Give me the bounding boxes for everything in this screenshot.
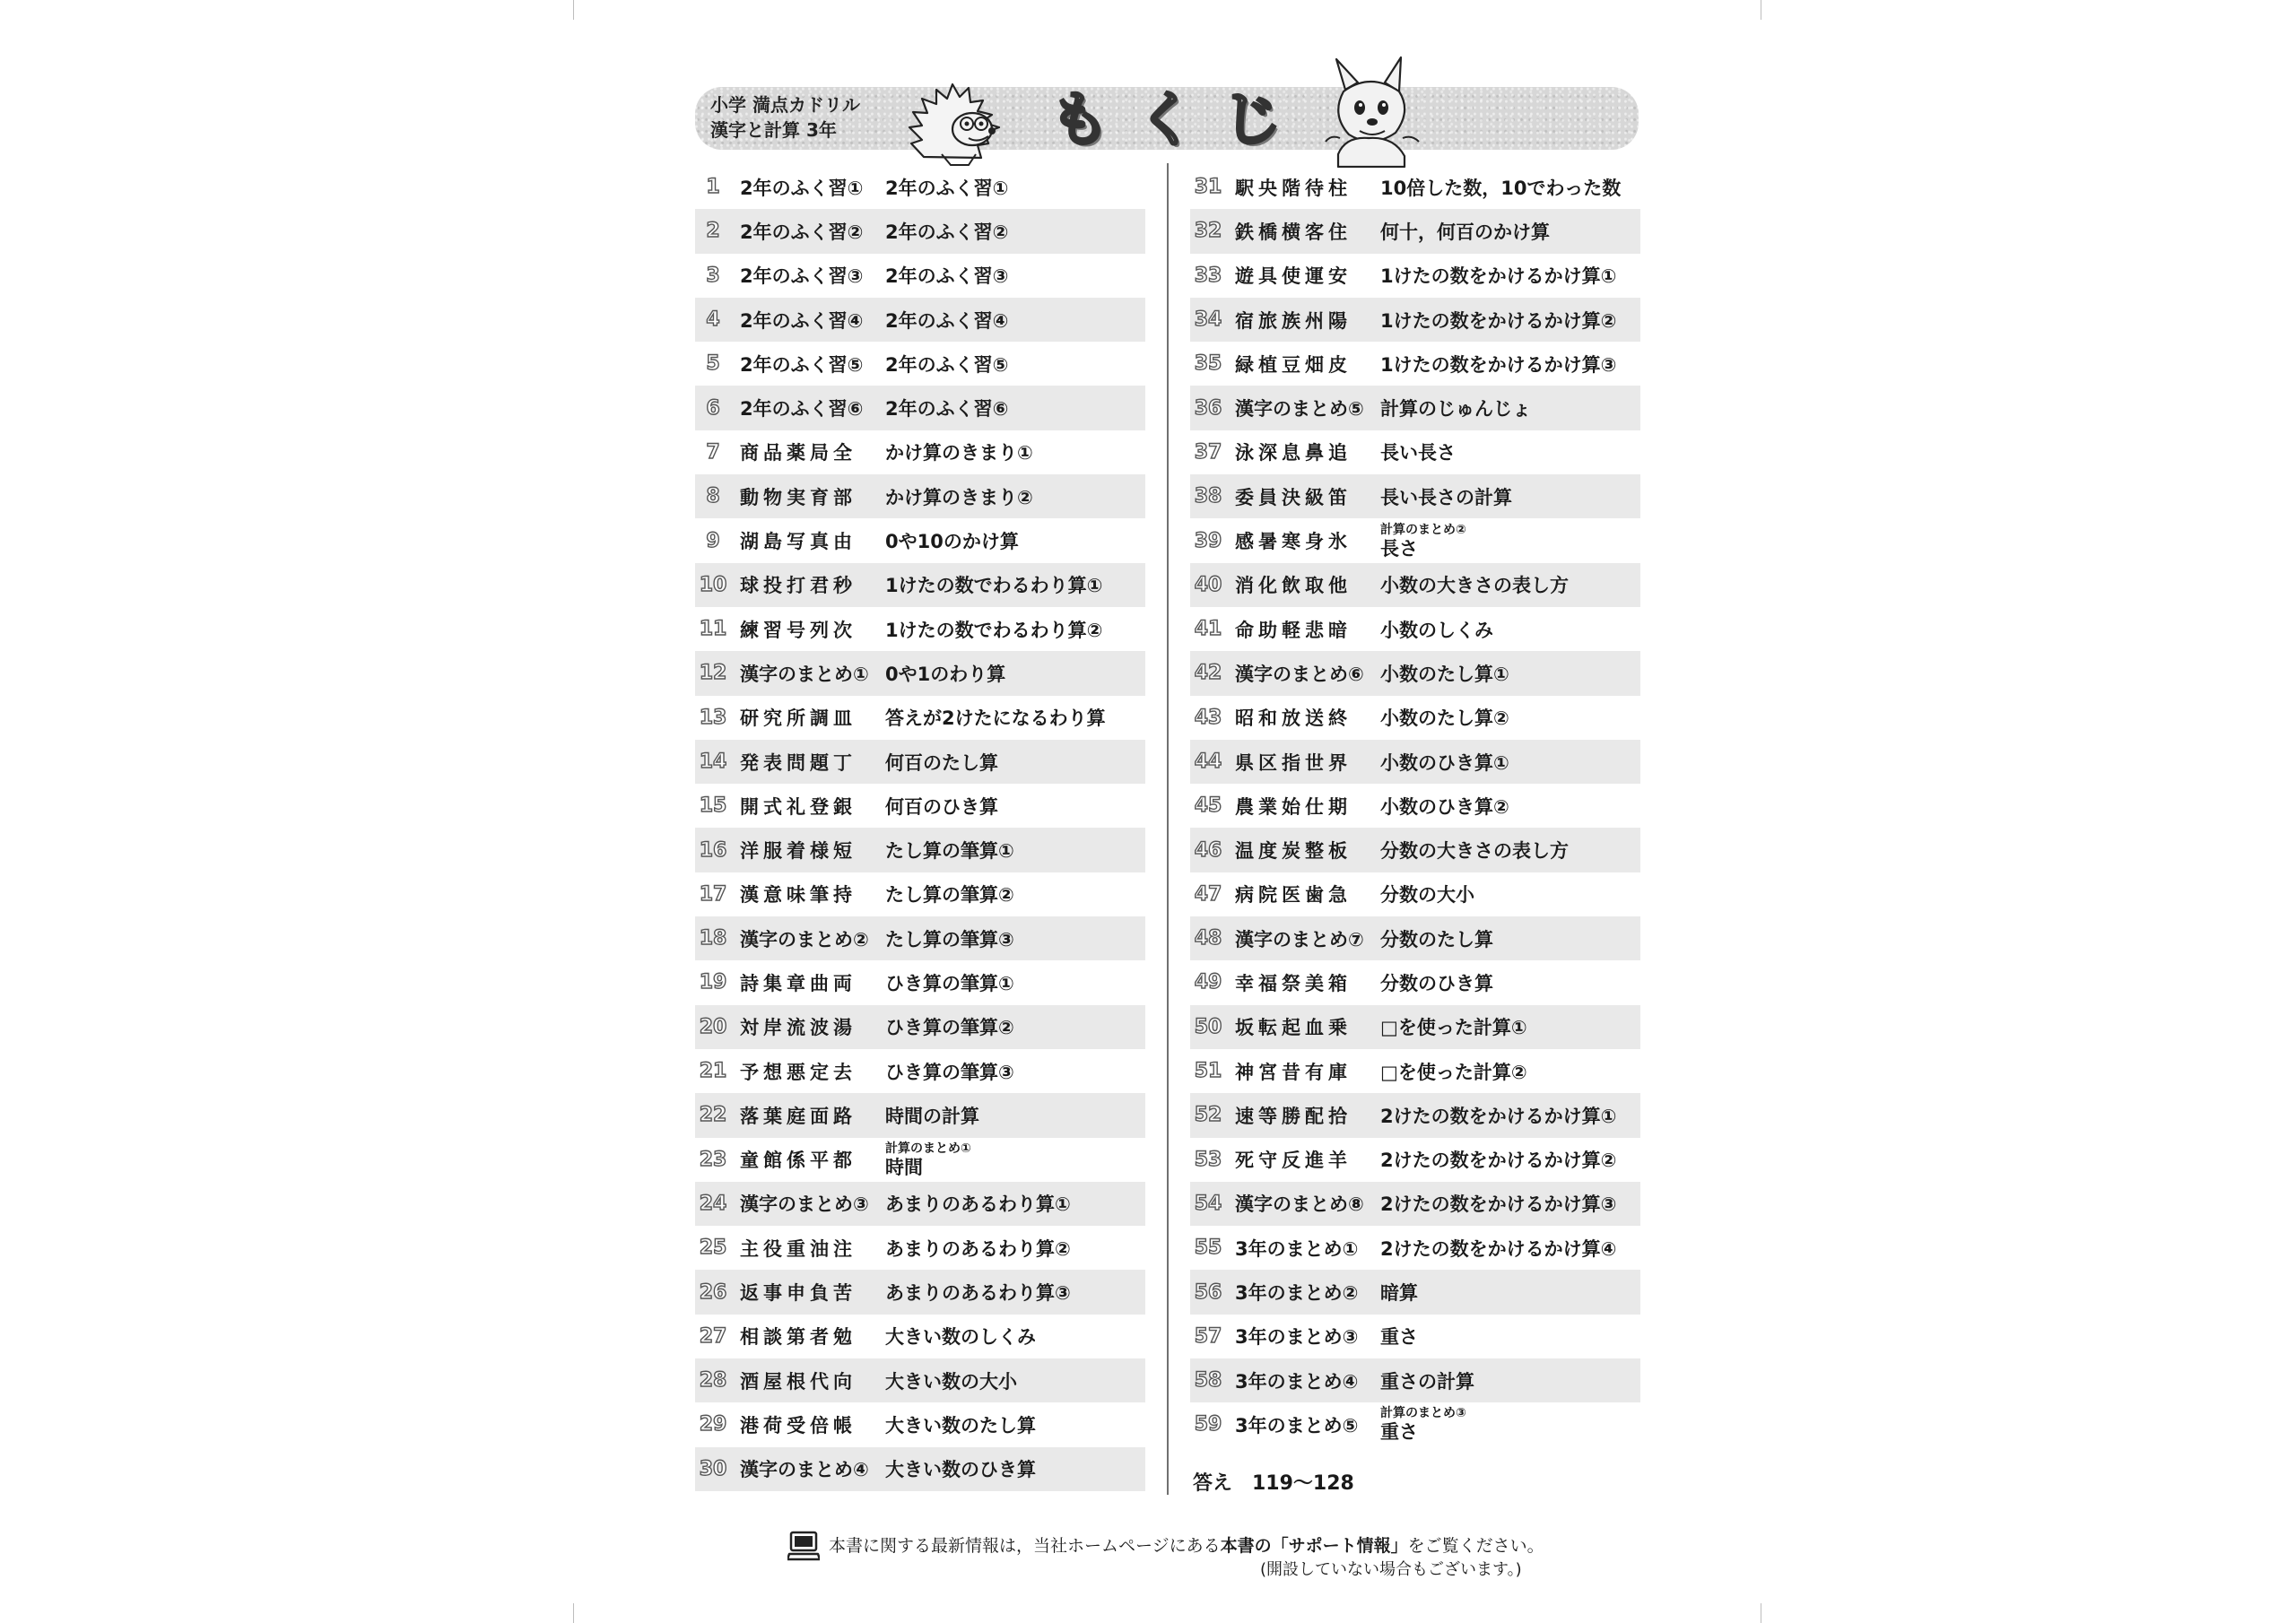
- toc-row: [695, 1049, 1145, 1093]
- toc-row: [695, 872, 1145, 916]
- toc-row: [695, 1093, 1145, 1137]
- toc-row: [1190, 872, 1640, 916]
- toc-row: [1190, 563, 1640, 607]
- math-topic: 暗算: [1380, 1282, 1418, 1305]
- math-topic: 1けたの数をかけるかけ算②: [1380, 309, 1617, 332]
- kanji-topic: 練習号列次: [740, 619, 857, 641]
- math-topic: 2けたの数をかけるかけ算④: [1380, 1237, 1617, 1260]
- toc-row: [1190, 1402, 1640, 1446]
- math-topic: たし算の筆算②: [885, 884, 1014, 907]
- kanji-topic: 神宮昔有庫: [1235, 1061, 1352, 1083]
- toc-row: [695, 563, 1145, 607]
- kanji-topic: 漢意味筆持: [740, 884, 857, 907]
- kanji-topic: 童館係平都: [740, 1150, 857, 1172]
- lesson-number: 52: [1194, 1104, 1222, 1127]
- math-topic: たし算の筆算③: [885, 928, 1014, 950]
- lesson-number: 24: [699, 1192, 727, 1215]
- toc-row: [695, 518, 1145, 562]
- notice-line-1: [829, 1532, 1544, 1557]
- lesson-number: 25: [699, 1237, 727, 1260]
- kanji-topic: 落葉庭面路: [740, 1105, 857, 1127]
- math-topic: 0や1のわり算: [885, 663, 1006, 685]
- math-topic: あまりのあるわり算②: [885, 1237, 1071, 1260]
- math-topic: 長い長さ: [1380, 442, 1456, 464]
- kanji-topic: 漢字のまとめ④: [740, 1459, 869, 1481]
- subject-name: 漢字と計算 3年: [710, 119, 837, 141]
- kanji-topic: 漢字のまとめ⑧: [1235, 1193, 1364, 1216]
- toc-row: [1190, 518, 1640, 562]
- toc-row: [1190, 1358, 1640, 1402]
- toc-row: [1190, 298, 1640, 342]
- kanji-topic: 港荷受倍帳: [740, 1414, 857, 1436]
- toc-row: [695, 1182, 1145, 1226]
- lesson-number: 11: [699, 618, 727, 641]
- math-topic: 計算のじゅんじょ: [1380, 398, 1531, 421]
- page-title: もくじ: [1050, 85, 1309, 154]
- kanji-topic: 漢字のまとめ③: [740, 1193, 869, 1216]
- toc-row: [1190, 1315, 1640, 1358]
- math-topic: 分数のひき算: [1380, 972, 1493, 994]
- kanji-topic: 遊具使運安: [1235, 265, 1352, 288]
- kanji-topic: 感暑寒身氷: [1235, 531, 1352, 553]
- math-topic: 答えが2けたになるわり算: [885, 707, 1106, 730]
- lesson-number: 23: [699, 1148, 727, 1171]
- toc-row: [695, 1315, 1145, 1358]
- kanji-topic: 球投打君秒: [740, 575, 857, 597]
- lesson-number: 56: [1194, 1280, 1222, 1304]
- math-topic: 大きい数のひき算: [885, 1459, 1036, 1481]
- lesson-number: 53: [1194, 1148, 1222, 1171]
- kanji-topic: 漢字のまとめ⑦: [1235, 928, 1364, 950]
- toc-row: [695, 960, 1145, 1004]
- toc-row: [695, 696, 1145, 740]
- kanji-topic: 3年のまとめ③: [1235, 1326, 1359, 1349]
- toc-row: [695, 1138, 1145, 1182]
- lesson-number: 34: [1194, 308, 1222, 332]
- answers-pages: 答え 119～128: [1193, 1472, 1354, 1495]
- kanji-topic: 開式礼登銀: [740, 795, 857, 818]
- kanji-topic: 温度炭整板: [1235, 840, 1352, 863]
- math-topic: 1けたの数でわるわり算②: [885, 619, 1103, 641]
- math-topic: □を使った計算②: [1380, 1061, 1527, 1083]
- kangaroo-mascot-icon: [1318, 56, 1426, 168]
- toc-row: [695, 740, 1145, 784]
- math-topic: 0や10のかけ算: [885, 531, 1019, 553]
- kanji-topic: 発表問題丁: [740, 751, 857, 774]
- column-divider: [1167, 163, 1169, 1495]
- toc-row: [1190, 474, 1640, 518]
- lesson-number: 42: [1194, 662, 1222, 685]
- kanji-topic: 泳深息鼻追: [1235, 442, 1352, 464]
- kanji-topic: 2年のふく習①: [740, 177, 864, 199]
- math-topic: 1けたの数をかけるかけ算③: [1380, 353, 1617, 376]
- kanji-topic: 駅央階待柱: [1235, 177, 1352, 199]
- math-topic: 小数のひき算①: [1380, 751, 1509, 774]
- lesson-number: 3: [706, 264, 720, 287]
- lesson-number: 10: [699, 573, 727, 596]
- lesson-number: 4: [706, 308, 720, 332]
- math-topic: 10倍した数，10でわった数: [1380, 177, 1622, 199]
- toc-row: [1190, 342, 1640, 386]
- math-topic: 2年のふく習⑤: [885, 353, 1009, 376]
- toc-row: [1190, 828, 1640, 872]
- kanji-topic: 洋服着様短: [740, 840, 857, 863]
- hedgehog-mascot-icon: [906, 72, 1009, 166]
- lesson-number: 1: [706, 176, 720, 199]
- toc-row: [1190, 1270, 1640, 1314]
- toc-row: [695, 298, 1145, 342]
- book-title: [710, 92, 860, 143]
- kanji-topic: 詩集章曲両: [740, 972, 857, 994]
- lesson-number: 18: [699, 927, 727, 950]
- lesson-number: 28: [699, 1369, 727, 1393]
- lesson-number: 51: [1194, 1060, 1222, 1083]
- math-topic-main: 重さ: [1380, 1421, 1418, 1444]
- kanji-topic: 酒屋根代向: [740, 1370, 857, 1393]
- lesson-number: 55: [1194, 1237, 1222, 1260]
- math-topic: 大きい数の大小: [885, 1370, 1017, 1393]
- kanji-topic: 農業始仕期: [1235, 795, 1352, 818]
- lesson-number: 37: [1194, 440, 1222, 464]
- kanji-topic: 委員決級笛: [1235, 486, 1352, 508]
- computer-icon: [787, 1531, 820, 1561]
- kanji-topic: 対岸流波湯: [740, 1017, 857, 1039]
- kanji-topic: 坂転起血乗: [1235, 1017, 1352, 1039]
- toc-row: [695, 386, 1145, 430]
- math-topic-sub: 計算のまとめ③: [1380, 1406, 1466, 1421]
- math-topic: [1378, 1406, 1640, 1443]
- math-topic: かけ算のきまり①: [885, 442, 1033, 464]
- lesson-number: 38: [1194, 485, 1222, 508]
- toc-row: [1190, 254, 1640, 298]
- math-topic: たし算の筆算①: [885, 840, 1014, 863]
- kanji-topic: 速等勝配拾: [1235, 1105, 1352, 1127]
- toc-row: [695, 209, 1145, 253]
- kanji-topic: 病院医歯急: [1235, 884, 1352, 907]
- math-topic: あまりのあるわり算③: [885, 1282, 1071, 1305]
- kanji-topic: 返事申負苦: [740, 1282, 857, 1305]
- toc-row: [695, 474, 1145, 518]
- lesson-number: 2: [706, 220, 720, 243]
- math-topic: 時間の計算: [885, 1105, 979, 1127]
- math-topic: 1けたの数でわるわり算①: [885, 575, 1103, 597]
- lesson-number: 39: [1194, 529, 1222, 552]
- toc-left-column: [695, 165, 1145, 1491]
- toc-row: [1190, 209, 1640, 253]
- kanji-topic: 商品薬局全: [740, 442, 857, 464]
- lesson-number: 16: [699, 838, 727, 862]
- lesson-number: 8: [706, 485, 720, 508]
- lesson-number: 29: [699, 1413, 727, 1436]
- notice-text-end: をご覧ください。: [1407, 1536, 1544, 1556]
- math-topic: ひき算の筆算①: [885, 972, 1014, 994]
- math-topic: 1けたの数をかけるかけ算①: [1380, 265, 1617, 288]
- kanji-topic: 湖島写真由: [740, 531, 857, 553]
- math-topic: 小数のひき算②: [1380, 795, 1509, 818]
- kanji-topic: 死守反進羊: [1235, 1150, 1352, 1172]
- kanji-topic: 3年のまとめ④: [1235, 1370, 1359, 1393]
- lesson-number: 15: [699, 794, 727, 818]
- math-topic: □を使った計算①: [1380, 1017, 1527, 1039]
- toc-row: [1190, 430, 1640, 474]
- math-topic: ひき算の筆算③: [885, 1061, 1014, 1083]
- lesson-number: 41: [1194, 618, 1222, 641]
- toc-row: [1190, 960, 1640, 1004]
- kanji-topic: 3年のまとめ⑤: [1235, 1414, 1359, 1436]
- math-topic: 長い長さの計算: [1380, 486, 1512, 508]
- lesson-number: 35: [1194, 352, 1222, 376]
- lesson-number: 59: [1194, 1413, 1222, 1436]
- math-topic-sub: 計算のまとめ②: [1380, 522, 1466, 537]
- math-topic: 2年のふく習②: [885, 221, 1009, 243]
- math-topic: 2年のふく習④: [885, 309, 1009, 332]
- toc-row: [695, 430, 1145, 474]
- toc-row: [695, 342, 1145, 386]
- kanji-topic: 漢字のまとめ①: [740, 663, 869, 685]
- toc-row: [1190, 916, 1640, 960]
- kanji-topic: 昭和放送終: [1235, 707, 1352, 730]
- lesson-number: 45: [1194, 794, 1222, 818]
- lesson-number: 57: [1194, 1324, 1222, 1348]
- toc-row: [1190, 696, 1640, 740]
- math-topic: 2けたの数をかけるかけ算②: [1380, 1150, 1617, 1172]
- math-topic: [1378, 523, 1640, 560]
- lesson-number: 49: [1194, 971, 1222, 994]
- math-topic: 2年のふく習①: [885, 177, 1009, 199]
- math-topic: 何十，何百のかけ算: [1380, 221, 1550, 243]
- kanji-topic: 幸福祭美箱: [1235, 972, 1352, 994]
- lesson-number: 54: [1194, 1192, 1222, 1215]
- kanji-topic: 漢字のまとめ⑤: [1235, 398, 1364, 421]
- math-topic-main: 時間: [885, 1156, 923, 1178]
- math-topic: 2けたの数をかけるかけ算③: [1380, 1193, 1617, 1216]
- kanji-topic: 動物実育部: [740, 486, 857, 508]
- toc-row: [695, 828, 1145, 872]
- math-topic-sub: 計算のまとめ①: [885, 1141, 971, 1156]
- math-topic: 分数の大きさの表し方: [1380, 840, 1569, 863]
- math-topic: 重さ: [1380, 1326, 1418, 1349]
- toc-row: [1190, 165, 1640, 209]
- lesson-number: 14: [699, 751, 727, 773]
- math-topic-main: 長さ: [1380, 537, 1418, 560]
- lesson-number: 13: [699, 706, 727, 729]
- math-topic: 小数のたし算①: [1380, 663, 1509, 685]
- toc-row: [695, 1270, 1145, 1314]
- lesson-number: 30: [699, 1457, 727, 1480]
- toc-row: [695, 607, 1145, 651]
- math-topic: 何百のひき算: [885, 795, 998, 818]
- math-topic: 小数のたし算②: [1380, 707, 1509, 730]
- toc-row: [1190, 784, 1640, 828]
- lesson-number: 20: [699, 1015, 727, 1038]
- kanji-topic: 命助軽悲暗: [1235, 619, 1352, 641]
- lesson-number: 19: [699, 971, 727, 994]
- kanji-topic: 2年のふく習⑥: [740, 398, 864, 421]
- toc-row: [695, 1447, 1145, 1491]
- toc-row: [1190, 740, 1640, 784]
- math-topic: 2年のふく習⑥: [885, 398, 1009, 421]
- toc-row: [1190, 1049, 1640, 1093]
- math-topic: [883, 1141, 1145, 1178]
- lesson-number: 7: [706, 440, 720, 464]
- lesson-number: 36: [1194, 396, 1222, 420]
- toc-row: [695, 1226, 1145, 1270]
- lesson-number: 27: [699, 1324, 727, 1348]
- math-topic: 重さの計算: [1380, 1370, 1474, 1393]
- toc-row: [695, 165, 1145, 209]
- lesson-number: 22: [699, 1104, 727, 1127]
- math-topic: あまりのあるわり算①: [885, 1193, 1071, 1216]
- toc-row: [695, 254, 1145, 298]
- kanji-topic: 予想悪定去: [740, 1061, 857, 1083]
- kanji-topic: 2年のふく習③: [740, 265, 864, 288]
- toc-row: [695, 1402, 1145, 1446]
- kanji-topic: 主役重油注: [740, 1237, 857, 1260]
- math-topic: 分数の大小: [1380, 884, 1474, 907]
- math-topic: 2年のふく習③: [885, 265, 1009, 288]
- notice-line-2: (開設していない場合もございます。): [1260, 1560, 1522, 1579]
- math-topic: 何百のたし算: [885, 751, 998, 774]
- math-topic: かけ算のきまり②: [885, 486, 1033, 508]
- toc-row: [1190, 651, 1640, 695]
- series-name: 小学 満点カドリル: [710, 94, 860, 116]
- kanji-topic: 宿旅族州陽: [1235, 309, 1352, 332]
- kanji-topic: 消化飲取他: [1235, 575, 1352, 597]
- toc-row: [1190, 1226, 1640, 1270]
- kanji-topic: 3年のまとめ①: [1235, 1237, 1359, 1260]
- math-topic: 大きい数のしくみ: [885, 1326, 1036, 1349]
- support-info-label: 本書の「サポート情報」: [1220, 1536, 1408, 1556]
- kanji-topic: 緑植豆畑皮: [1235, 353, 1352, 376]
- lesson-number: 46: [1194, 838, 1222, 862]
- kanji-topic: 漢字のまとめ②: [740, 928, 869, 950]
- toc-row: [1190, 1005, 1640, 1049]
- kanji-topic: 2年のふく習⑤: [740, 353, 864, 376]
- lesson-number: 12: [699, 662, 727, 685]
- kanji-topic: 相談第者勉: [740, 1326, 857, 1349]
- toc-row: [695, 651, 1145, 695]
- lesson-number: 32: [1194, 220, 1222, 243]
- math-topic: 大きい数のたし算: [885, 1414, 1036, 1436]
- lesson-number: 43: [1194, 706, 1222, 729]
- kanji-topic: 漢字のまとめ⑥: [1235, 663, 1364, 685]
- lesson-number: 48: [1194, 927, 1222, 950]
- toc-row: [1190, 1093, 1640, 1137]
- lesson-number: 26: [699, 1280, 727, 1304]
- crop-mark: [573, 1603, 574, 1623]
- toc-row: [695, 916, 1145, 960]
- kanji-topic: 3年のまとめ②: [1235, 1282, 1359, 1305]
- toc-row: [695, 784, 1145, 828]
- toc-row: [1190, 386, 1640, 430]
- toc-row: [1190, 607, 1640, 651]
- crop-mark: [573, 0, 574, 20]
- math-topic: 2けたの数をかけるかけ算①: [1380, 1105, 1617, 1127]
- lesson-number: 17: [699, 882, 727, 906]
- lesson-number: 58: [1194, 1369, 1222, 1393]
- lesson-number: 9: [706, 529, 720, 552]
- toc-row: [695, 1005, 1145, 1049]
- lesson-number: 50: [1194, 1015, 1222, 1038]
- kanji-topic: 県区指世界: [1235, 751, 1352, 774]
- lesson-number: 5: [706, 352, 720, 376]
- toc-row: [695, 1358, 1145, 1402]
- lesson-number: 44: [1194, 751, 1222, 773]
- math-topic: ひき算の筆算②: [885, 1017, 1014, 1039]
- lesson-number: 6: [706, 396, 720, 420]
- math-topic: 小数のしくみ: [1380, 619, 1493, 641]
- toc-row: [1190, 1182, 1640, 1226]
- lesson-number: 40: [1194, 573, 1222, 596]
- math-topic: 小数の大きさの表し方: [1380, 575, 1569, 597]
- lesson-number: 31: [1194, 176, 1222, 199]
- kanji-topic: 鉄橋横客住: [1235, 221, 1352, 243]
- kanji-topic: 研究所調皿: [740, 707, 857, 730]
- lesson-number: 47: [1194, 882, 1222, 906]
- lesson-number: 33: [1194, 264, 1222, 287]
- notice-text: 本書に関する最新情報は，当社ホームページにある: [829, 1536, 1221, 1556]
- lesson-number: 21: [699, 1060, 727, 1083]
- kanji-topic: 2年のふく習④: [740, 309, 864, 332]
- kanji-topic: 2年のふく習②: [740, 221, 864, 243]
- toc-right-column: [1190, 165, 1640, 1447]
- math-topic: 分数のたし算: [1380, 928, 1493, 950]
- toc-row: [1190, 1138, 1640, 1182]
